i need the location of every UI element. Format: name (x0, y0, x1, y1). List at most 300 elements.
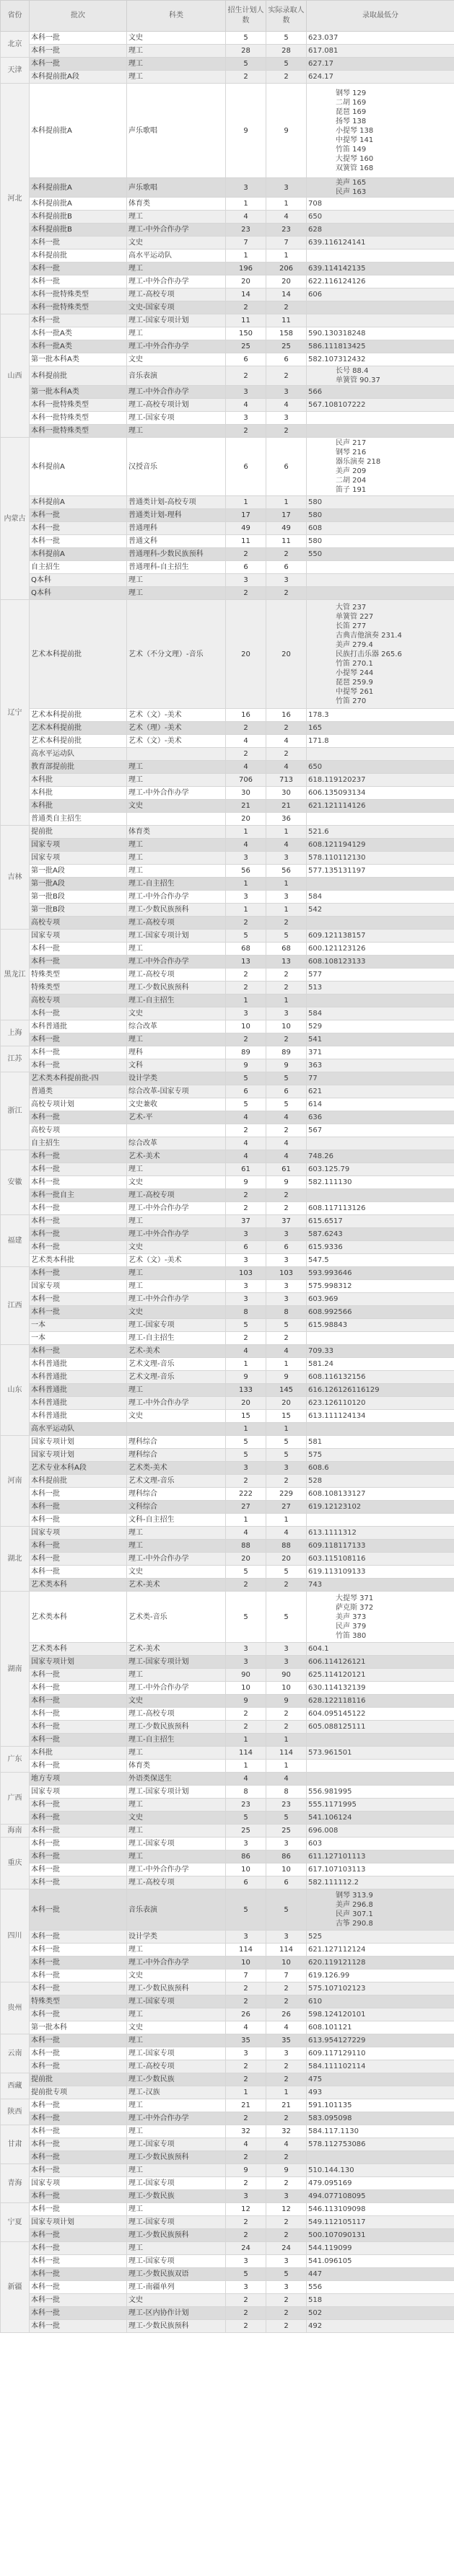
plan-cell: 3 (226, 2190, 266, 2203)
batch-cell: 本科批 (30, 774, 127, 787)
category-cell (127, 748, 226, 761)
table-row (1, 2164, 454, 2177)
category-cell: 文科-自主招生 (127, 1514, 226, 1527)
score-cell: 628.122118116 (307, 1695, 454, 1708)
table-row (1, 1020, 454, 1033)
batch-cell: 本科一批 (30, 1721, 127, 1734)
category-cell: 理工-少数民族 (127, 2190, 226, 2203)
plan-cell: 28 (226, 45, 266, 58)
actual-cell: 5 (266, 58, 307, 71)
actual-cell: 3 (266, 891, 307, 904)
table-row (1, 1838, 454, 1851)
actual-cell: 114 (266, 1944, 307, 1957)
category-cell: 理工-中外合作办学 (127, 787, 226, 800)
table-row (1, 2190, 454, 2203)
province-cell: 广东 (1, 1747, 30, 1773)
score-cell: 604.095145122 (307, 1708, 454, 1721)
actual-cell: 3 (266, 1462, 307, 1475)
plan-cell: 25 (226, 1825, 266, 1838)
score-cell: 610 (307, 1995, 454, 2008)
actual-cell: 1 (266, 878, 307, 891)
category-cell: 理工-国家专项计划 (127, 1656, 226, 1669)
actual-cell: 114 (266, 1747, 307, 1760)
score-cell (307, 587, 454, 600)
batch-cell: 本科提前批A (30, 178, 127, 198)
category-cell: 理工 (127, 1799, 226, 1812)
category-cell: 理工 (127, 71, 226, 84)
category-cell: 理工-汉族 (127, 2086, 226, 2099)
header-score[interactable]: 录取最低分 (307, 1, 454, 32)
plan-cell: 4 (226, 2021, 266, 2034)
score-cell: 624.17 (307, 71, 454, 84)
category-cell: 理工-高校专项 (127, 969, 226, 982)
category-cell: 普通类计划-理科 (127, 509, 226, 522)
batch-cell: 本科一批 (30, 943, 127, 956)
table-row (1, 1540, 454, 1553)
batch-cell: 本科一批A类 (30, 340, 127, 353)
header-plan[interactable]: 招生计划人数 (226, 1, 266, 32)
table-row (1, 1931, 454, 1944)
plan-cell: 3 (226, 1293, 266, 1306)
actual-cell: 1 (266, 826, 307, 839)
category-cell: 文史-国家专项 (127, 301, 226, 314)
actual-cell: 2 (266, 2073, 307, 2086)
plan-cell: 196 (226, 263, 266, 275)
actual-cell: 9 (266, 2164, 307, 2177)
category-cell: 体育类 (127, 1760, 226, 1773)
batch-cell: 本科一批特殊类型 (30, 288, 127, 301)
table-row (1, 1851, 454, 1863)
actual-cell: 2 (266, 548, 307, 561)
batch-cell: 国家专项计划 (30, 1656, 127, 1669)
table-header (1, 1, 454, 32)
batch-cell: 本科一批 (30, 1241, 127, 1254)
table-row (1, 2268, 454, 2281)
plan-cell: 2 (226, 2320, 266, 2333)
actual-cell: 23 (266, 1799, 307, 1812)
actual-cell: 4 (266, 1773, 307, 1786)
table-row (1, 852, 454, 865)
actual-cell: 3 (266, 2190, 307, 2203)
plan-cell: 23 (226, 1799, 266, 1812)
score-cell: 165 (307, 722, 454, 735)
category-cell: 理工 (127, 2125, 226, 2138)
plan-cell: 6 (226, 1241, 266, 1254)
batch-cell: 本科一批特殊类型 (30, 399, 127, 412)
plan-cell: 3 (226, 178, 266, 198)
batch-cell: Q本科 (30, 574, 127, 587)
score-cell: 603.969 (307, 1293, 454, 1306)
actual-cell: 23 (266, 224, 307, 237)
batch-cell: 本科一批 (30, 2125, 127, 2138)
plan-cell: 13 (226, 956, 266, 969)
plan-cell: 2 (226, 366, 266, 386)
table-row (1, 1371, 454, 1384)
province-cell: 新疆 (1, 2242, 30, 2333)
batch-cell: 本科一批 (30, 522, 127, 535)
category-cell: 理工-高校专项 (127, 1708, 226, 1721)
table-row (1, 1957, 454, 1970)
score-cell: 615.98843 (307, 1319, 454, 1332)
table-row (1, 2216, 454, 2229)
batch-cell: 本科一批 (30, 1553, 127, 1566)
province-cell: 浙江 (1, 1072, 30, 1150)
category-cell: 理工 (127, 943, 226, 956)
score-cell: 621.127112124 (307, 1944, 454, 1957)
actual-cell: 103 (266, 1267, 307, 1280)
category-cell: 艺术类-美术 (127, 1462, 226, 1475)
table-row (1, 2047, 454, 2060)
plan-cell: 2 (226, 2294, 266, 2307)
category-cell: 艺术-美术 (127, 1579, 226, 1592)
plan-cell: 14 (226, 288, 266, 301)
batch-cell: 国家专项 (30, 2177, 127, 2190)
plan-cell: 5 (226, 1436, 266, 1449)
table-row (1, 1150, 454, 1163)
table-row (1, 1410, 454, 1423)
score-cell: 547.5 (307, 1254, 454, 1267)
score-cell (307, 412, 454, 425)
category-cell: 外语类保送生 (127, 1773, 226, 1786)
actual-cell: 3 (266, 574, 307, 587)
actual-cell: 2 (266, 1124, 307, 1137)
actual-cell: 5 (266, 1889, 307, 1931)
batch-cell: 本科一批 (30, 263, 127, 275)
batch-cell: 艺术类本科 (30, 1592, 127, 1643)
category-cell: 艺术文理-音乐 (127, 1371, 226, 1384)
plan-cell: 6 (226, 1085, 266, 1098)
score-cell: 555.1171995 (307, 1799, 454, 1812)
score-cell: 502 (307, 2307, 454, 2320)
actual-cell: 10 (266, 1682, 307, 1695)
plan-cell: 9 (226, 1371, 266, 1384)
category-cell (127, 813, 226, 826)
actual-cell: 2 (266, 1202, 307, 1215)
table-row (1, 574, 454, 587)
score-cell: 619.126.99 (307, 1970, 454, 1982)
score-cell: 578.112753086 (307, 2138, 454, 2151)
category-cell: 理工-高校专项 (127, 1189, 226, 1202)
category-cell: 理工 (127, 1163, 226, 1176)
batch-cell: 本科一批 (30, 1708, 127, 1721)
actual-cell: 3 (266, 178, 307, 198)
actual-cell: 36 (266, 813, 307, 826)
plan-cell: 4 (226, 1773, 266, 1786)
score-cell: 584 (307, 1007, 454, 1020)
table-row (1, 878, 454, 891)
batch-cell: 本科一批 (30, 1957, 127, 1970)
batch-cell: 本科一批 (30, 2281, 127, 2294)
score-cell: 550 (307, 548, 454, 561)
header-actual[interactable]: 实际录取人数 (266, 1, 307, 32)
actual-cell: 17 (266, 509, 307, 522)
plan-cell: 1 (226, 826, 266, 839)
actual-cell: 1 (266, 1514, 307, 1527)
table-row (1, 1656, 454, 1669)
actual-cell: 6 (266, 1241, 307, 1254)
score-cell: 608.992566 (307, 1306, 454, 1319)
table-row (1, 522, 454, 535)
batch-cell: 国家专项 (30, 1527, 127, 1540)
category-cell: 理工-国家专项 (127, 2255, 226, 2268)
actual-cell: 9 (266, 1695, 307, 1708)
plan-cell: 90 (226, 1669, 266, 1682)
category-cell: 理工-国家专项 (127, 1319, 226, 1332)
actual-cell: 2 (266, 2112, 307, 2125)
category-cell: 文史 (127, 1970, 226, 1982)
plan-cell: 16 (226, 709, 266, 722)
batch-cell: 高校专项计划 (30, 1098, 127, 1111)
table-row (1, 2034, 454, 2047)
category-cell: 理工-高校专项 (127, 1876, 226, 1889)
category-cell: 艺术文理-音乐 (127, 1475, 226, 1488)
category-cell: 普通理科-自主招生 (127, 561, 226, 574)
province-cell: 陕西 (1, 2099, 30, 2125)
actual-cell: 2 (266, 917, 307, 930)
table-row (1, 2008, 454, 2021)
actual-cell: 3 (266, 2281, 307, 2294)
actual-cell: 2 (266, 2307, 307, 2320)
table-row (1, 943, 454, 956)
batch-cell: 本科一批 (30, 2268, 127, 2281)
table-row (1, 1423, 454, 1436)
category-cell: 理科综合 (127, 1449, 226, 1462)
batch-cell: 本科提前A (30, 548, 127, 561)
table-row (1, 178, 454, 198)
batch-cell: 国家专项 (30, 839, 127, 852)
actual-cell: 3 (266, 1656, 307, 1669)
batch-cell: Q本科 (30, 587, 127, 600)
plan-cell: 2 (226, 2307, 266, 2320)
category-cell: 文史 (127, 1176, 226, 1189)
batch-cell: 本科一批 (30, 1267, 127, 1280)
category-cell: 理工 (127, 2164, 226, 2177)
batch-cell: 本科一批 (30, 1566, 127, 1579)
actual-cell: 68 (266, 943, 307, 956)
batch-cell: 高校专项 (30, 1124, 127, 1137)
score-cell: 575.998312 (307, 1280, 454, 1293)
category-cell (127, 1423, 226, 1436)
actual-cell: 2 (266, 748, 307, 761)
category-cell: 理工 (127, 865, 226, 878)
table-row (1, 1786, 454, 1799)
plan-cell: 49 (226, 522, 266, 535)
table-row (1, 1462, 454, 1475)
score-cell: 608.121194129 (307, 839, 454, 852)
actual-cell: 3 (266, 1931, 307, 1944)
plan-cell: 2 (226, 1332, 266, 1345)
plan-cell: 5 (226, 1592, 266, 1643)
category-cell: 理工-自主招生 (127, 878, 226, 891)
score-cell: 钢琴 313.9 美声 296.8 民声 307.1 古筝 290.8 (307, 1889, 454, 1931)
plan-cell: 24 (226, 2242, 266, 2255)
plan-cell: 1 (226, 2086, 266, 2099)
actual-cell: 27 (266, 1501, 307, 1514)
actual-cell: 5 (266, 1098, 307, 1111)
score-cell: 580 (307, 496, 454, 509)
header-province[interactable]: 省份 (1, 1, 30, 32)
batch-cell: 本科一批 (30, 1760, 127, 1773)
batch-cell: 艺术类本科批 (30, 1254, 127, 1267)
score-cell: 609.117129110 (307, 2047, 454, 2060)
category-cell: 理工-中外合作办学 (127, 956, 226, 969)
batch-cell: 本科一批 (30, 2151, 127, 2164)
plan-cell: 2 (226, 2060, 266, 2073)
score-cell: 556.981995 (307, 1786, 454, 1799)
batch-cell: 本科一批 (30, 1944, 127, 1957)
plan-cell: 2 (226, 917, 266, 930)
score-cell: 178.3 (307, 709, 454, 722)
score-cell: 621.121114126 (307, 800, 454, 813)
table-row (1, 839, 454, 852)
plan-cell: 37 (226, 1215, 266, 1228)
batch-cell: 本科一批 (30, 237, 127, 250)
score-cell: 518 (307, 2294, 454, 2307)
plan-cell: 2 (226, 425, 266, 438)
score-cell: 475 (307, 2073, 454, 2086)
actual-cell: 11 (266, 314, 307, 327)
batch-cell: 本科一批 (30, 2320, 127, 2333)
actual-cell: 10 (266, 1863, 307, 1876)
plan-cell: 9 (226, 2164, 266, 2177)
score-cell: 622.116124126 (307, 275, 454, 288)
table-row (1, 956, 454, 969)
plan-cell: 2 (226, 2177, 266, 2190)
plan-cell: 86 (226, 1851, 266, 1863)
score-cell (307, 1332, 454, 1345)
category-cell: 文史 (127, 1566, 226, 1579)
province-cell: 吉林 (1, 826, 30, 930)
score-cell: 603 (307, 1838, 454, 1851)
actual-cell: 3 (266, 386, 307, 399)
category-cell: 理工-中外合作办学 (127, 891, 226, 904)
batch-cell: 本科普通批 (30, 1384, 127, 1397)
batch-cell: 一本 (30, 1319, 127, 1332)
category-cell: 理工-国家专项 (127, 1995, 226, 2008)
plan-cell: 2 (226, 1708, 266, 1721)
batch-cell: 国家专项 (30, 1786, 127, 1799)
category-cell: 理工-少数民族预科 (127, 2229, 226, 2242)
table-row (1, 1982, 454, 1995)
plan-cell: 3 (226, 1228, 266, 1241)
actual-cell: 10 (266, 1957, 307, 1970)
table-row (1, 1202, 454, 1215)
batch-cell: 本科一批A类 (30, 327, 127, 340)
plan-cell: 114 (226, 1944, 266, 1957)
plan-cell: 2 (226, 969, 266, 982)
batch-cell: 本科一批 (30, 1007, 127, 1020)
plan-cell: 8 (226, 1786, 266, 1799)
actual-cell: 4 (266, 1150, 307, 1163)
plan-cell: 2 (226, 982, 266, 994)
category-cell: 艺术（不分文理）-音乐 (127, 600, 226, 709)
table-row (1, 2307, 454, 2320)
actual-cell: 6 (266, 1085, 307, 1098)
actual-cell: 35 (266, 2034, 307, 2047)
table-row (1, 1293, 454, 1306)
header-batch[interactable]: 批次 (30, 1, 127, 32)
score-cell: 603.125.79 (307, 1163, 454, 1176)
table-row (1, 761, 454, 774)
table-row (1, 969, 454, 982)
plan-cell: 133 (226, 1384, 266, 1397)
category-cell: 理工 (127, 1527, 226, 1540)
category-cell: 理工-中外合作办学 (127, 1553, 226, 1566)
score-cell: 613.111124134 (307, 1410, 454, 1423)
score-cell: 614 (307, 1098, 454, 1111)
plan-cell: 10 (226, 1020, 266, 1033)
table-row (1, 288, 454, 301)
score-cell: 541.096105 (307, 2255, 454, 2268)
category-cell (127, 1124, 226, 1137)
province-cell: 河南 (1, 1436, 30, 1527)
plan-cell: 2 (226, 1202, 266, 1215)
score-cell: 77 (307, 1072, 454, 1085)
category-cell: 理工 (127, 1944, 226, 1957)
plan-cell: 2 (226, 1033, 266, 1046)
header-category[interactable]: 科类 (127, 1, 226, 32)
table-row (1, 982, 454, 994)
plan-cell: 56 (226, 865, 266, 878)
category-cell: 理工 (127, 2203, 226, 2216)
score-cell: 603.115108116 (307, 1553, 454, 1566)
province-cell: 安徽 (1, 1150, 30, 1215)
batch-cell: 第一批B段 (30, 891, 127, 904)
table-row (1, 774, 454, 787)
table-row (1, 1332, 454, 1345)
table-row (1, 1384, 454, 1397)
score-cell: 600.121123126 (307, 943, 454, 956)
score-cell: 627.17 (307, 58, 454, 71)
category-cell: 理工-中外合作办学 (127, 224, 226, 237)
score-cell: 650 (307, 761, 454, 774)
score-cell: 钢琴 129 二胡 169 琵琶 169 扬琴 138 小提琴 138 中提琴 141 竹笛 149 大提琴 160 双簧管 168 (307, 84, 454, 178)
score-cell: 609.121138157 (307, 930, 454, 943)
batch-cell: 本科一批 (30, 1345, 127, 1358)
score-cell: 621 (307, 1085, 454, 1098)
table-row (1, 211, 454, 224)
plan-cell: 2 (226, 1721, 266, 1734)
score-cell: 581.24 (307, 1358, 454, 1371)
plan-cell: 30 (226, 787, 266, 800)
score-cell (307, 1760, 454, 1773)
category-cell: 理工 (127, 327, 226, 340)
actual-cell: 7 (266, 1970, 307, 1982)
table-row (1, 2021, 454, 2034)
actual-cell: 3 (266, 1293, 307, 1306)
actual-cell: 3 (266, 1643, 307, 1656)
score-cell: 620.119121128 (307, 1957, 454, 1970)
actual-cell: 61 (266, 1163, 307, 1176)
batch-cell: 提前批专项 (30, 2086, 127, 2099)
table-row (1, 263, 454, 275)
batch-cell: 本科提前批 (30, 366, 127, 386)
table-row (1, 2151, 454, 2164)
plan-cell: 2 (226, 587, 266, 600)
score-cell: 577.135131197 (307, 865, 454, 878)
score-cell: 598.124120101 (307, 2008, 454, 2021)
plan-cell: 1 (226, 878, 266, 891)
score-cell (307, 878, 454, 891)
province-cell: 山东 (1, 1345, 30, 1436)
category-cell: 文史 (127, 237, 226, 250)
actual-cell: 1 (266, 904, 307, 917)
batch-cell: 本科一批 (30, 2112, 127, 2125)
category-cell: 理工-国家专项 (127, 2177, 226, 2190)
score-cell: 617.081 (307, 45, 454, 58)
plan-cell: 5 (226, 1889, 266, 1931)
table-row (1, 1098, 454, 1111)
